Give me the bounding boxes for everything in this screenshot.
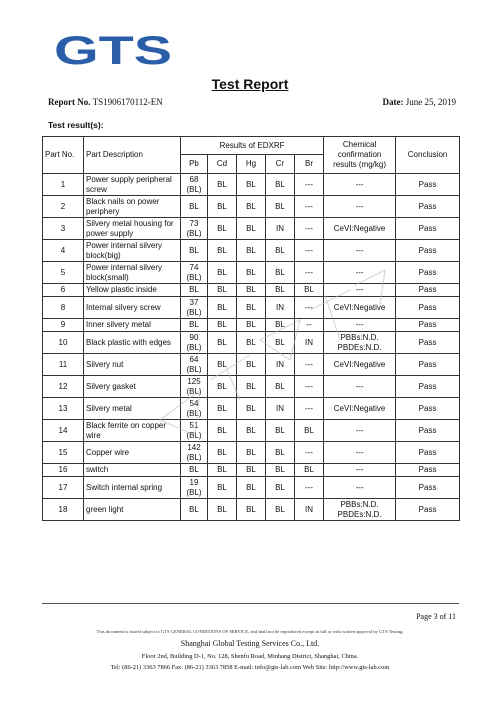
hg-value: BL bbox=[237, 420, 266, 442]
part-description: Silvery nut bbox=[84, 354, 181, 376]
header-hg: Hg bbox=[237, 155, 266, 174]
br-value: --- bbox=[295, 262, 324, 284]
pb-value: BL bbox=[181, 284, 208, 297]
hg-value: BL bbox=[237, 332, 266, 354]
cd-value: BL bbox=[208, 420, 237, 442]
cr-value: BL bbox=[266, 420, 295, 442]
cr-value: BL bbox=[266, 376, 295, 398]
cd-value: BL bbox=[208, 354, 237, 376]
br-value: --- bbox=[295, 174, 324, 196]
table-row bbox=[43, 196, 460, 218]
footer-contact: Tel: (86-21) 3363 7866 Fax: (86-21) 3363 7858 E-mail: info@gts-lab.com Web Site: http://www.gts-lab.com bbox=[110, 664, 390, 671]
conclusion: Pass bbox=[396, 464, 460, 477]
conclusion: Pass bbox=[396, 284, 460, 297]
report-title: Test Report bbox=[211, 76, 289, 92]
pb-value: 68 (BL) bbox=[181, 174, 208, 196]
svg-text:GTS: GTS bbox=[54, 30, 172, 70]
pb-value: BL bbox=[181, 319, 208, 332]
hg-value: BL bbox=[237, 297, 266, 319]
chemical-result: PBBs:N.D. PBDEs:N.D. bbox=[324, 332, 396, 354]
part-description: Black ferrite on copper wire bbox=[84, 420, 181, 442]
part-no: 10 bbox=[43, 332, 84, 354]
cr-value: BL bbox=[266, 477, 295, 499]
cd-value: BL bbox=[208, 499, 237, 521]
conclusion: Pass bbox=[396, 218, 460, 240]
chemical-result: --- bbox=[324, 477, 396, 499]
conclusion: Pass bbox=[396, 499, 460, 521]
part-no: 4 bbox=[43, 240, 84, 262]
chemical-result: --- bbox=[324, 196, 396, 218]
part-description: green light bbox=[84, 499, 181, 521]
cd-value: BL bbox=[208, 464, 237, 477]
footer-divider bbox=[42, 603, 459, 604]
results-table bbox=[42, 136, 460, 521]
conclusion: Pass bbox=[396, 319, 460, 332]
cd-value: BL bbox=[208, 297, 237, 319]
conclusion: Pass bbox=[396, 297, 460, 319]
hg-value: BL bbox=[237, 398, 266, 420]
cd-value: BL bbox=[208, 218, 237, 240]
report-number-label: Report No. bbox=[48, 97, 91, 107]
part-description: Silvery gasket bbox=[84, 376, 181, 398]
report-date bbox=[383, 97, 457, 107]
hg-value: BL bbox=[237, 284, 266, 297]
header-cd: Cd bbox=[208, 155, 237, 174]
chemical-result: CeVI:Negative bbox=[324, 297, 396, 319]
cd-value: BL bbox=[208, 376, 237, 398]
part-no: 11 bbox=[43, 354, 84, 376]
cr-value: BL bbox=[266, 332, 295, 354]
cd-value: BL bbox=[208, 240, 237, 262]
part-no: 8 bbox=[43, 297, 84, 319]
part-description: Power internal silvery block(small) bbox=[84, 262, 181, 284]
hg-value: BL bbox=[237, 354, 266, 376]
part-no: 9 bbox=[43, 319, 84, 332]
br-value: --- bbox=[295, 218, 324, 240]
pb-value: 64 (BL) bbox=[181, 354, 208, 376]
pb-value: 73 (BL) bbox=[181, 218, 208, 240]
cd-value: BL bbox=[208, 174, 237, 196]
br-value: BL bbox=[295, 420, 324, 442]
conclusion: Pass bbox=[396, 420, 460, 442]
report-number-value: TS1906170112-EN bbox=[92, 97, 163, 107]
hg-value: BL bbox=[237, 464, 266, 477]
header-chemical-confirmation: Chemical confirmation results (mg/kg) bbox=[324, 137, 396, 174]
test-results-label: Test result(s): bbox=[48, 120, 104, 130]
part-description: Black plastic with edges bbox=[84, 332, 181, 354]
header-part-no: Part No. bbox=[43, 137, 84, 174]
table-row bbox=[43, 420, 460, 442]
conclusion: Pass bbox=[396, 174, 460, 196]
hg-value: BL bbox=[237, 319, 266, 332]
pb-value: 90 (BL) bbox=[181, 332, 208, 354]
br-value: --- bbox=[295, 477, 324, 499]
cd-value: BL bbox=[208, 332, 237, 354]
conclusion: Pass bbox=[396, 262, 460, 284]
table-row bbox=[43, 376, 460, 398]
part-no: 5 bbox=[43, 262, 84, 284]
report-number bbox=[48, 97, 163, 107]
br-value: --- bbox=[295, 376, 324, 398]
header-part-description: Part Description bbox=[84, 137, 181, 174]
cr-value: BL bbox=[266, 284, 295, 297]
cr-value: IN bbox=[266, 218, 295, 240]
br-value: IN bbox=[295, 499, 324, 521]
br-value: BL bbox=[295, 284, 324, 297]
cd-value: BL bbox=[208, 398, 237, 420]
br-value: --- bbox=[295, 354, 324, 376]
hg-value: BL bbox=[237, 442, 266, 464]
chemical-result: --- bbox=[324, 442, 396, 464]
pb-value: 19 (BL) bbox=[181, 477, 208, 499]
table-row bbox=[43, 464, 460, 477]
pb-value: BL bbox=[181, 196, 208, 218]
cr-value: BL bbox=[266, 174, 295, 196]
part-description: Power internal silvery block(big) bbox=[84, 240, 181, 262]
table-row bbox=[43, 240, 460, 262]
table-row bbox=[43, 354, 460, 376]
chemical-result: --- bbox=[324, 262, 396, 284]
br-value: --- bbox=[295, 297, 324, 319]
header-conclusion: Conclusion bbox=[396, 137, 460, 174]
br-value: BL bbox=[295, 464, 324, 477]
table-row bbox=[43, 332, 460, 354]
conclusion: Pass bbox=[396, 398, 460, 420]
part-no: 1 bbox=[43, 174, 84, 196]
hg-value: BL bbox=[237, 196, 266, 218]
part-no: 12 bbox=[43, 376, 84, 398]
chemical-result: --- bbox=[324, 376, 396, 398]
chemical-result: PBBs:N.D. PBDEs:N.D. bbox=[324, 499, 396, 521]
hg-value: BL bbox=[237, 477, 266, 499]
part-no: 3 bbox=[43, 218, 84, 240]
cr-value: BL bbox=[266, 240, 295, 262]
chemical-result: --- bbox=[324, 420, 396, 442]
chemical-result: CeVI:Negative bbox=[324, 218, 396, 240]
chemical-result: CeVI:Negative bbox=[324, 354, 396, 376]
part-description: Silvery metal bbox=[84, 398, 181, 420]
conclusion: Pass bbox=[396, 196, 460, 218]
part-description: Power supply peripheral screw bbox=[84, 174, 181, 196]
pb-value: 51 (BL) bbox=[181, 420, 208, 442]
cd-value: BL bbox=[208, 477, 237, 499]
hg-value: BL bbox=[237, 174, 266, 196]
header-pb: Pb bbox=[181, 155, 208, 174]
cd-value: BL bbox=[208, 196, 237, 218]
cr-value: BL bbox=[266, 464, 295, 477]
cd-value: BL bbox=[208, 262, 237, 284]
cr-value: IN bbox=[266, 354, 295, 376]
hg-value: BL bbox=[237, 218, 266, 240]
br-value: -- bbox=[295, 319, 324, 332]
table-row bbox=[43, 442, 460, 464]
header-edxrf: Results of EDXRF bbox=[181, 137, 324, 155]
part-no: 18 bbox=[43, 499, 84, 521]
part-description: Black nails on power periphery bbox=[84, 196, 181, 218]
part-description: switch bbox=[84, 464, 181, 477]
part-no: 6 bbox=[43, 284, 84, 297]
pb-value: 74 (BL) bbox=[181, 262, 208, 284]
part-no: 14 bbox=[43, 420, 84, 442]
pb-value: 125 (BL) bbox=[181, 376, 208, 398]
part-description: Silvery metal housing for power supply bbox=[84, 218, 181, 240]
br-value: --- bbox=[295, 398, 324, 420]
pb-value: 37 (BL) bbox=[181, 297, 208, 319]
cr-value: IN bbox=[266, 297, 295, 319]
conclusion: Pass bbox=[396, 240, 460, 262]
table-row bbox=[43, 477, 460, 499]
page-number: Page 3 of 11 bbox=[416, 612, 456, 621]
table-row bbox=[43, 262, 460, 284]
br-value: --- bbox=[295, 240, 324, 262]
table-row bbox=[43, 174, 460, 196]
table-row bbox=[43, 218, 460, 240]
cd-value: BL bbox=[208, 442, 237, 464]
conclusion: Pass bbox=[396, 376, 460, 398]
cr-value: IN bbox=[266, 398, 295, 420]
conclusion: Pass bbox=[396, 332, 460, 354]
conclusion: Pass bbox=[396, 477, 460, 499]
part-description: Internal silvery screw bbox=[84, 297, 181, 319]
chemical-result: --- bbox=[324, 319, 396, 332]
table-row bbox=[43, 284, 460, 297]
chemical-result: --- bbox=[324, 174, 396, 196]
pb-value: BL bbox=[181, 240, 208, 262]
cr-value: BL bbox=[266, 499, 295, 521]
hg-value: BL bbox=[237, 499, 266, 521]
chemical-result: --- bbox=[324, 284, 396, 297]
part-description: Inner silvery metal bbox=[84, 319, 181, 332]
hg-value: BL bbox=[237, 376, 266, 398]
br-value: --- bbox=[295, 196, 324, 218]
footer-address: Floor 2nd, Building D-1, No. 128, Shenfu Road, Minhang District, Shanghai, China. bbox=[141, 653, 359, 660]
part-no: 15 bbox=[43, 442, 84, 464]
table-row bbox=[43, 297, 460, 319]
part-no: 13 bbox=[43, 398, 84, 420]
pb-value: BL bbox=[181, 499, 208, 521]
table-row bbox=[43, 319, 460, 332]
cr-value: BL bbox=[266, 196, 295, 218]
br-value: --- bbox=[295, 442, 324, 464]
conclusion: Pass bbox=[396, 354, 460, 376]
cr-value: BL bbox=[266, 319, 295, 332]
gts-logo bbox=[54, 30, 174, 70]
header-cr: Cr bbox=[266, 155, 295, 174]
part-description: Yellow plastic inside bbox=[84, 284, 181, 297]
hg-value: BL bbox=[237, 240, 266, 262]
cr-value: BL bbox=[266, 442, 295, 464]
cd-value: BL bbox=[208, 284, 237, 297]
report-date-value: June 25, 2019 bbox=[405, 97, 456, 107]
part-no: 17 bbox=[43, 477, 84, 499]
hg-value: BL bbox=[237, 262, 266, 284]
footer-company: Shanghai Global Testing Services Co., Ltd. bbox=[180, 639, 320, 648]
header-br: Br bbox=[295, 155, 324, 174]
part-description: Switch internal spring bbox=[84, 477, 181, 499]
part-no: 16 bbox=[43, 464, 84, 477]
table-row bbox=[43, 499, 460, 521]
conclusion: Pass bbox=[396, 442, 460, 464]
chemical-result: --- bbox=[324, 240, 396, 262]
pb-value: 54 (BL) bbox=[181, 398, 208, 420]
table-row bbox=[43, 398, 460, 420]
pb-value: BL bbox=[181, 464, 208, 477]
cr-value: BL bbox=[266, 262, 295, 284]
br-value: IN bbox=[295, 332, 324, 354]
part-no: 2 bbox=[43, 196, 84, 218]
chemical-result: --- bbox=[324, 464, 396, 477]
cd-value: BL bbox=[208, 319, 237, 332]
chemical-result: CeVI:Negative bbox=[324, 398, 396, 420]
part-description: Copper wire bbox=[84, 442, 181, 464]
footer-notice: This document is issued subject to GTS GENERAL CONDITIONS OF SERVICE, and shall not be reproduced except in full or with written approval by GTS Testing. bbox=[96, 629, 404, 634]
pb-value: 142 (BL) bbox=[181, 442, 208, 464]
report-date-label: Date: bbox=[382, 97, 404, 107]
